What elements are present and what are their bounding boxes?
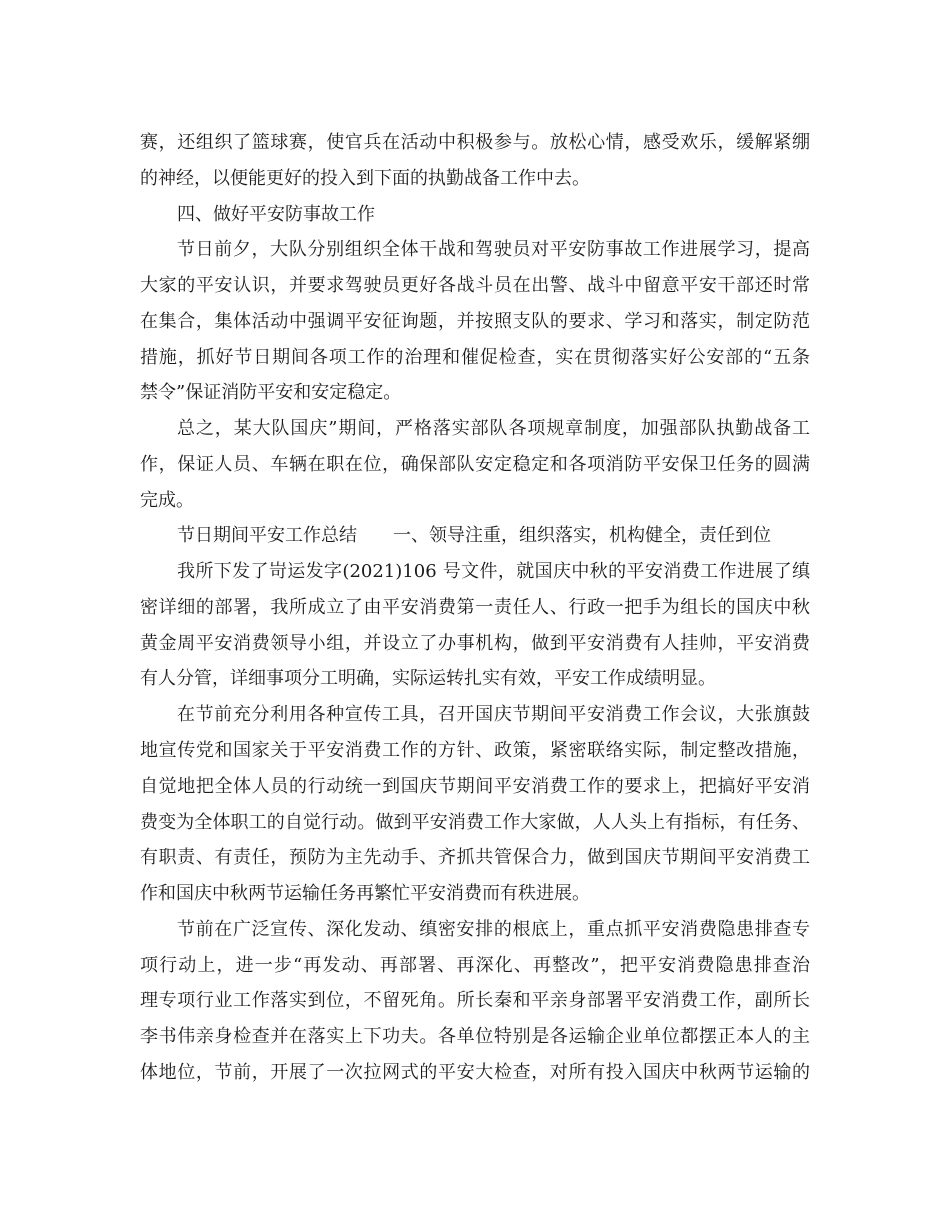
text-line: 黄金周平安消费领导小组，并设立了办事机构，做到平安消费有人挂帅，平安消费	[140, 632, 810, 654]
text-line: 李书伟亲身检查并在落实上下功夫。各单位特别是各运输企业单位都摆正本人的主	[140, 1026, 810, 1048]
text-line: 我所下发了岢运发字(2021)106 号文件，就国庆中秋的平安消费工作进展了缜	[177, 561, 810, 583]
text-line: 赛，还组织了篮球赛，使官兵在活动中积极参与。放松心情，感受欢乐，缓解紧绷	[140, 132, 810, 153]
text-line: 有职责、有责任，预防为主先动手、齐抓共管保合力，做到国庆节期间平安消费工	[140, 847, 810, 869]
text-line: 有人分管，详细事项分工明确，实际运转扎实有效，平安工作成绩明显。	[140, 668, 716, 690]
text-line: 完成。	[140, 489, 194, 511]
text-line: 地宣传党和国家关于平安消费工作的方针、政策，紧密联络实际，制定整改措施，	[140, 740, 810, 762]
text-line: 的神经，以便能更好的投入到下面的执勤战备工作中去。	[140, 167, 590, 189]
text-line: 在集合，集体活动中强调平安征询题，并按照支队的要求、学习和落实，制定防范	[140, 310, 810, 332]
text-line: 节前在广泛宣传、深化发动、缜密安排的根底上，重点抓平安消费隐患排查专	[177, 918, 810, 940]
text-line: 体地位，节前，开展了一次拉网式的平安大检查，对所有投入国庆中秋两节运输的	[140, 1061, 810, 1083]
text-line: 理专项行业工作落实到位，不留死角。所长秦和平亲身部署平安消费工作，副所长	[140, 990, 810, 1012]
text-line: 在节前充分利用各种宣传工具，召开国庆节期间平安消费工作会议，大张旗鼓	[177, 704, 810, 726]
text-line: 禁令”保证消防平安和安定稳定。	[140, 382, 402, 404]
text-line: 总之，某大队国庆”期间，严格落实部队各项规章制度，加强部队执勤战备工	[177, 418, 810, 440]
text-line: 作和国庆中秋两节运输任务再繁忙平安消费而有秩进展。	[140, 883, 590, 905]
text-line: 密详细的部署，我所成立了由平安消费第一责任人、行政一把手为组长的国庆中秋	[140, 596, 810, 618]
document-body	[140, 125, 810, 1091]
text-line: 大家的平安认识，并要求驾驶员更好各战斗员在出警、战斗中留意平安干部还时常	[140, 275, 810, 297]
text-line: 费变为全体职工的自觉行动。做到平安消费工作大家做，人人头上有指标，有任务、	[140, 811, 810, 833]
text-line: 自觉地把全体人员的行动统一到国庆节期间平安消费工作的要求上，把搞好平安消	[140, 775, 810, 797]
section-heading: 节日期间平安工作总结 一、领导注重，组织落实，机构健全，责任到位	[177, 525, 771, 547]
text-line: 措施，抓好节日期间各项工作的治理和催促检查，实在贯彻落实好公安部的“五条	[140, 346, 810, 368]
text-line: 节日前夕，大队分别组织全体干战和驾驶员对平安防事故工作进展学习，提高	[177, 239, 810, 261]
text-line: 项行动上，进一步“再发动、再部署、再深化、再整改”，把平安消费隐患排查治	[140, 954, 810, 976]
text-line: 作，保证人员、车辆在职在位，确保部队安定稳定和各项消防平安保卫任务的圆满	[140, 453, 810, 475]
section-heading: 四、做好平安防事故工作	[177, 203, 375, 225]
